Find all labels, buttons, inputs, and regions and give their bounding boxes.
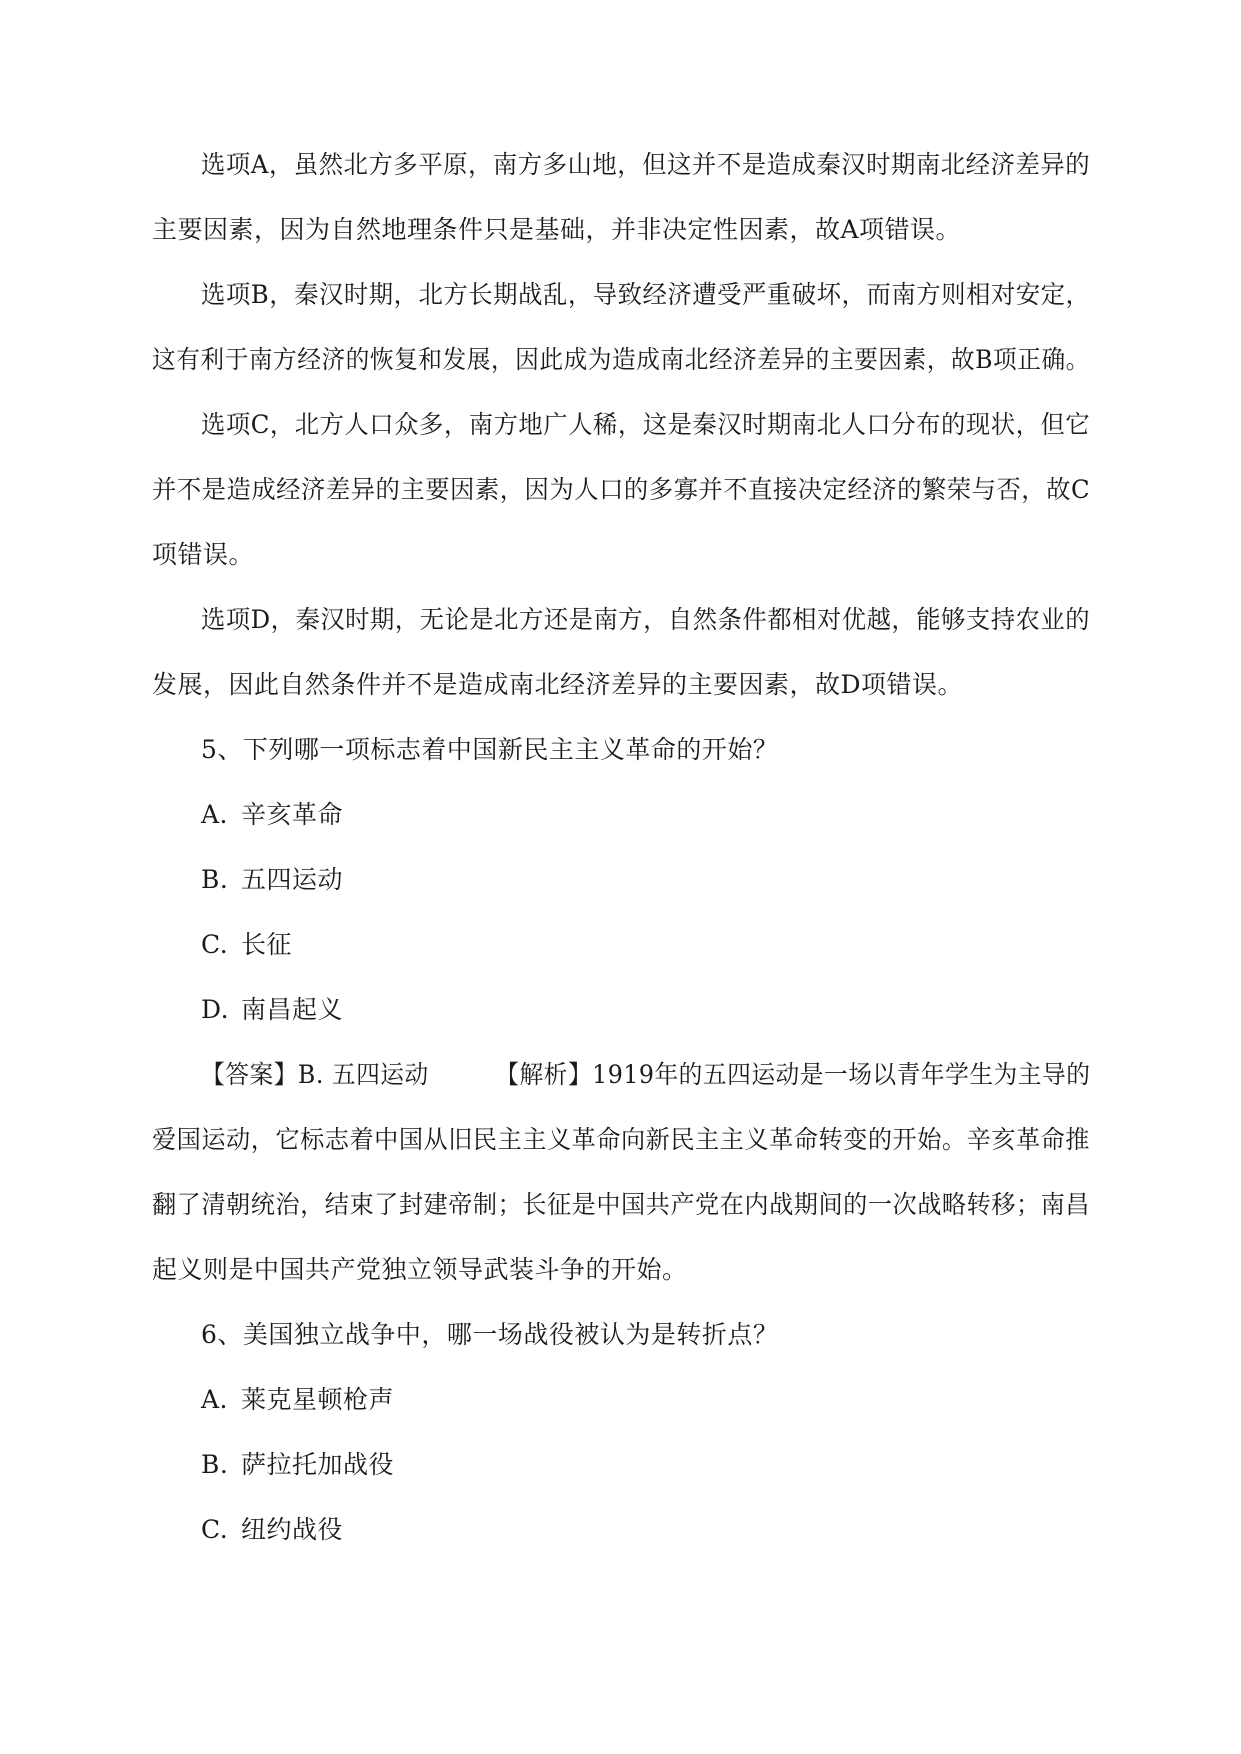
option-letter: A.	[201, 800, 229, 829]
option-text: 长征	[241, 930, 293, 959]
answer-value: B. 五四运动	[297, 1060, 429, 1089]
para-a-line-2: 主要因素，因为自然地理条件只是基础，并非决定性因素，故A项错误。	[152, 215, 962, 244]
option-text: 萨拉托加战役	[241, 1450, 395, 1479]
q6-option-c	[201, 1515, 343, 1545]
q5-option-c	[201, 930, 292, 960]
para-c-line-1: 选项C，北方人口众多，南方地广人稀，这是秦汉时期南北人口分布的现状，但它	[201, 410, 1091, 439]
question-6: 6、美国独立战争中，哪一场战役被认为是转折点？	[201, 1320, 779, 1349]
option-letter: D.	[201, 995, 230, 1024]
para-c-line-3: 项错误。	[152, 540, 255, 569]
q5-answer-line	[201, 1060, 1090, 1090]
analysis-label: 【解析】	[495, 1060, 593, 1089]
para-d-line-2: 发展，因此自然条件并不是造成南北经济差异的主要因素，故D项错误。	[152, 670, 964, 699]
option-text: 南昌起义	[241, 995, 344, 1024]
q5-option-b	[201, 865, 343, 895]
option-letter: C.	[201, 930, 229, 959]
option-letter: A.	[201, 1385, 229, 1414]
q5-option-d	[201, 995, 343, 1025]
analysis-line-4: 起义则是中国共产党独立领导武装斗争的开始。	[152, 1255, 688, 1284]
question-5: 5、下列哪一项标志着中国新民主主义革命的开始？	[201, 735, 779, 764]
option-text: 辛亥革命	[241, 800, 344, 829]
q5-option-a	[201, 800, 343, 830]
para-a-line-1: 选项A，虽然北方多平原，南方多山地，但这并不是造成秦汉时期南北经济差异的	[201, 150, 1091, 179]
option-text: 五四运动	[241, 865, 344, 894]
analysis-line-1: 1919年的五四运动是一场以青年学生为主导的	[592, 1060, 1091, 1089]
para-c-line-2: 并不是造成经济差异的主要因素，因为人口的多寡并不直接决定经济的繁荣与否，故C	[152, 475, 1091, 504]
option-text: 纽约战役	[241, 1515, 344, 1544]
para-d-line-1: 选项D，秦汉时期，无论是北方还是南方，自然条件都相对优越，能够支持农业的	[201, 605, 1091, 634]
option-text: 莱克星顿枪声	[241, 1385, 395, 1414]
analysis-line-2: 爱国运动，它标志着中国从旧民主主义革命向新民主主义革命转变的开始。辛亥革命推	[152, 1125, 1091, 1154]
q6-option-a	[201, 1385, 394, 1415]
option-letter: B.	[201, 865, 229, 894]
option-letter: C.	[201, 1515, 229, 1544]
para-b-line-1: 选项B，秦汉时期，北方长期战乱，导致经济遭受严重破坏，而南方则相对安定，	[201, 280, 1091, 309]
answer-label: 【答案】	[201, 1060, 298, 1089]
option-letter: B.	[201, 1450, 229, 1479]
para-b-line-2: 这有利于南方经济的恢复和发展，因此成为造成南北经济差异的主要因素，故B项正确。	[152, 345, 1090, 374]
q6-option-b	[201, 1450, 394, 1480]
analysis-line-3: 翻了清朝统治，结束了封建帝制；长征是中国共产党在内战期间的一次战略转移；南昌	[152, 1190, 1091, 1219]
